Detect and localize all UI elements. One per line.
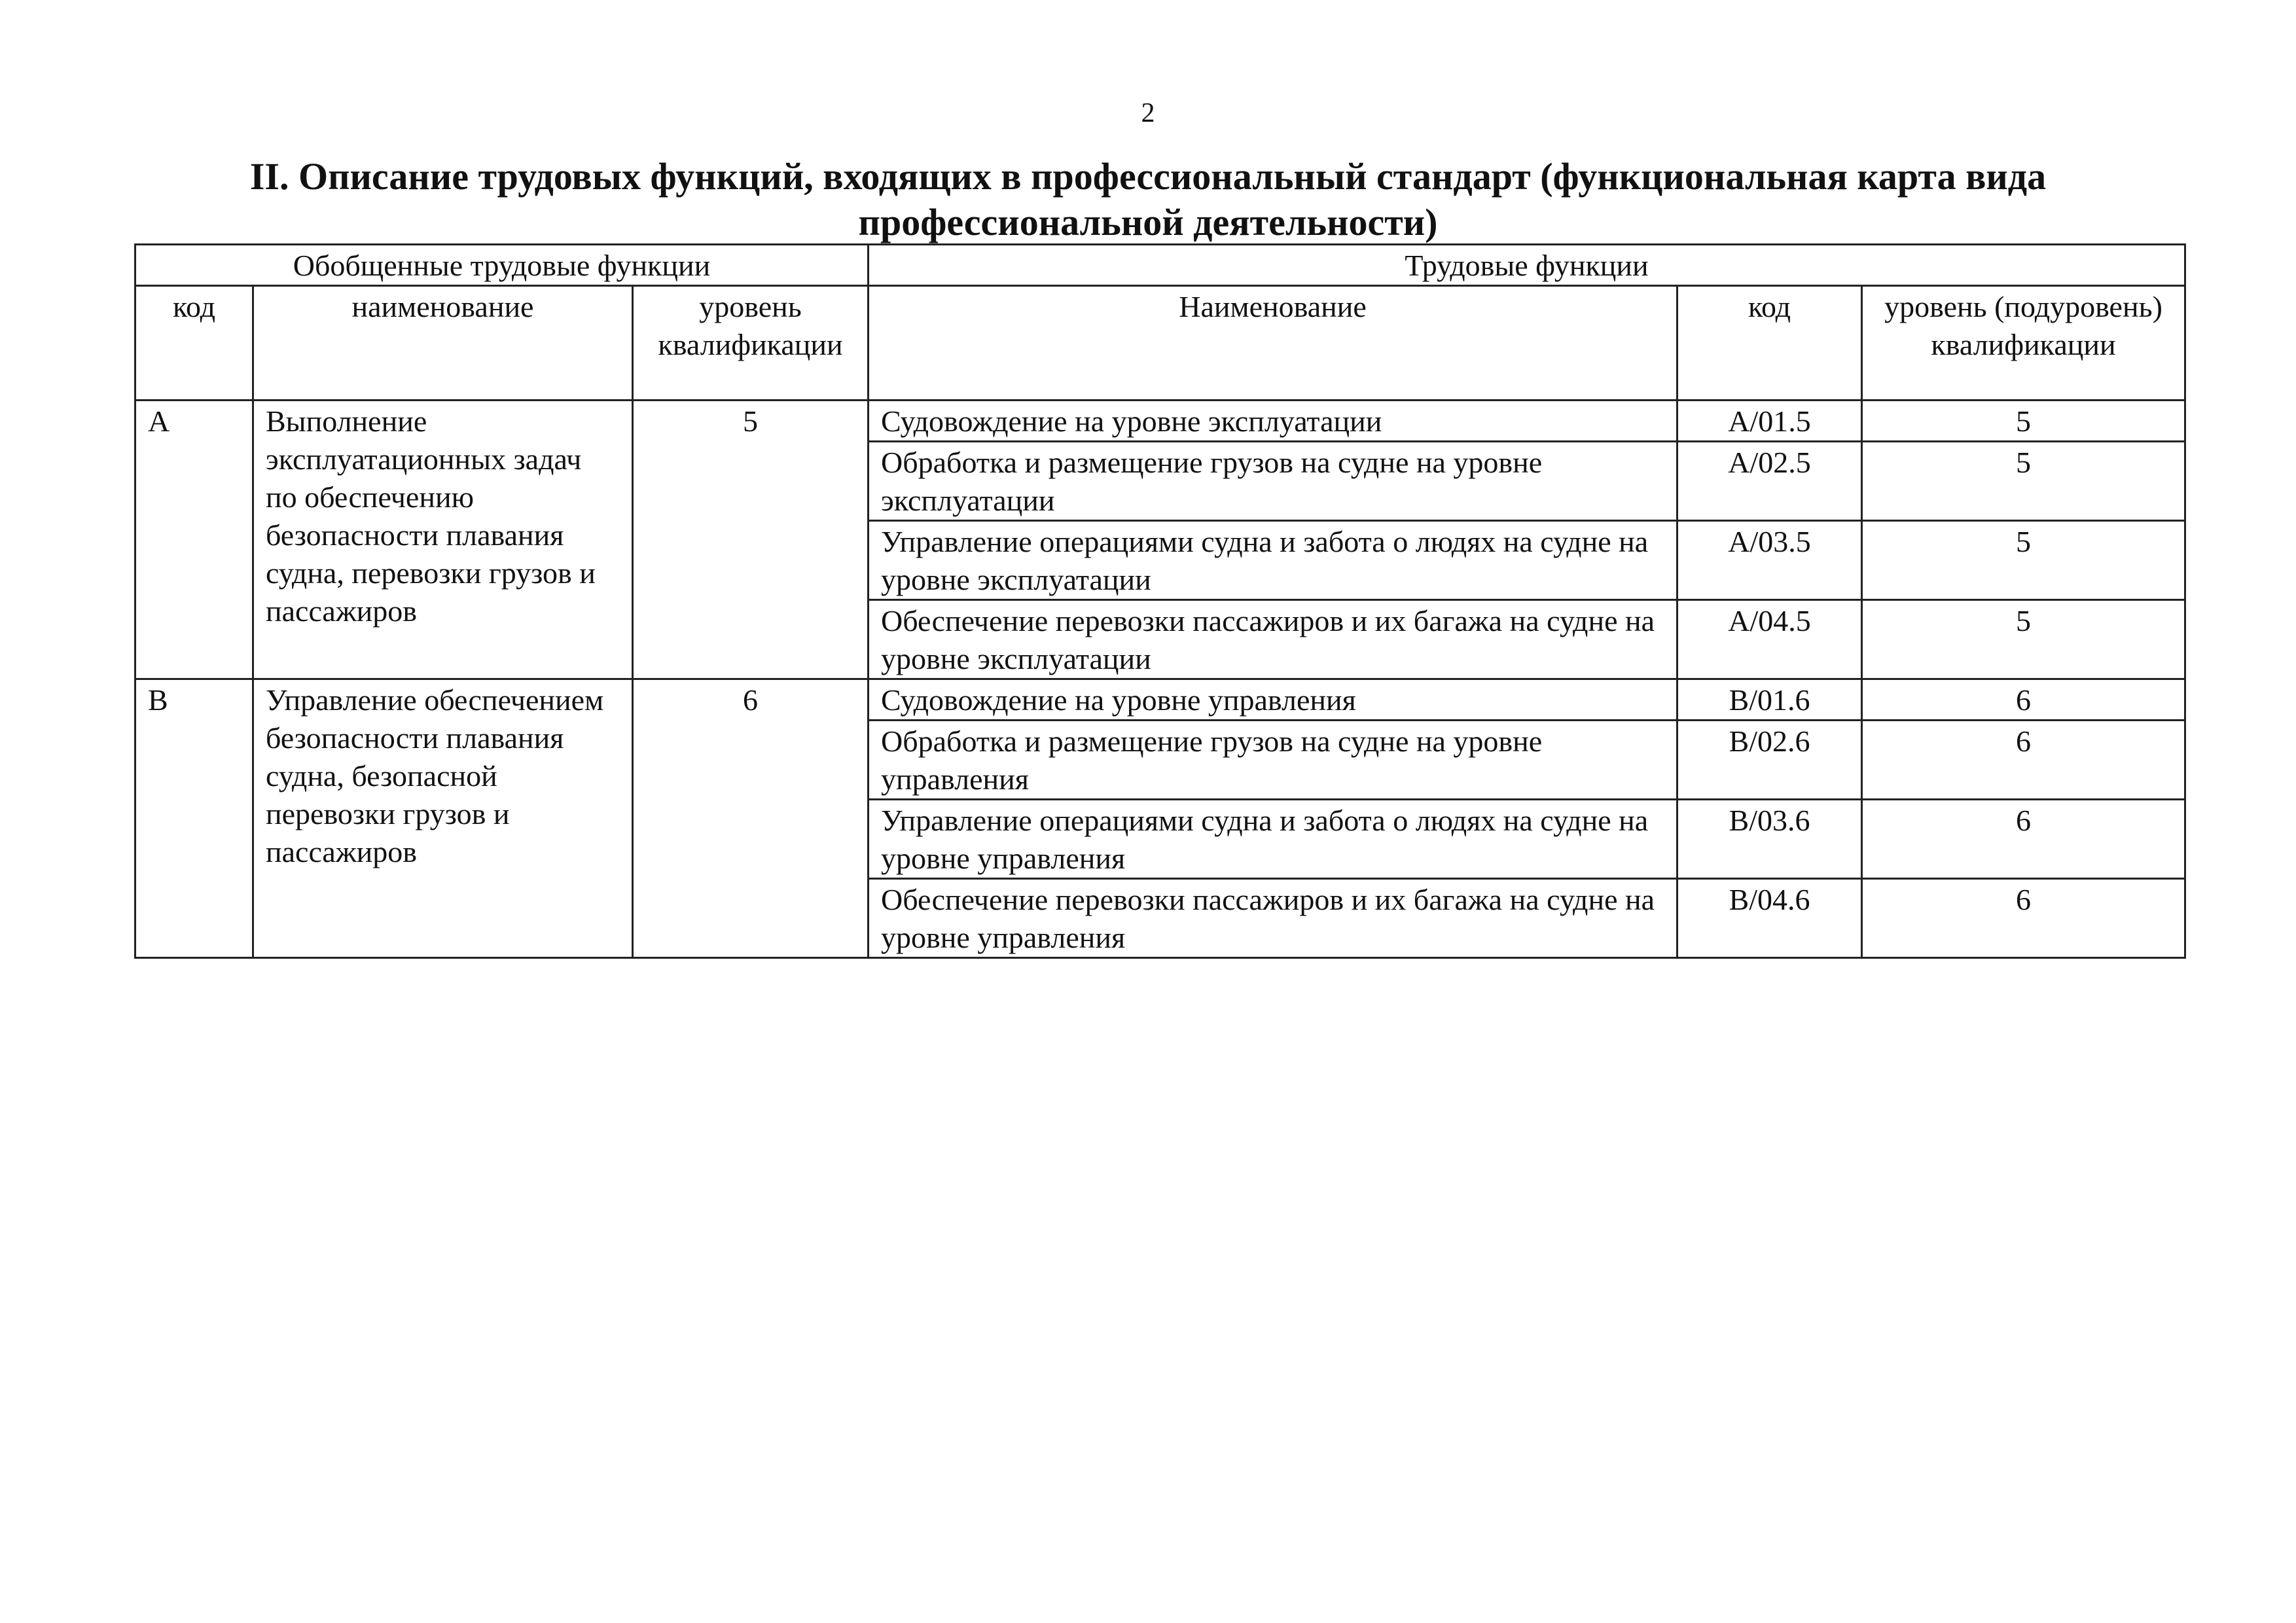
function-code-cell: A/04.5 [1677,600,1862,679]
column-header-func-level: уровень (подуровень) квалификации [1862,286,2185,401]
functional-map-table [134,243,2186,959]
group-code-cell: B [135,679,253,958]
group-level-cell: 6 [633,679,869,958]
function-name-cell: Судовождение на уровне эксплуатации [869,401,1677,442]
function-name-cell: Обработка и размещение грузов на судне на уровне управления [869,721,1677,800]
column-header-gen-code: код [135,286,253,401]
function-level-cell: 5 [1862,600,2185,679]
function-level-cell: 6 [1862,879,2185,958]
group-name-cell: Управление обеспечением безопасности плавания судна, безопасной перевозки грузов и пассажиров [253,679,633,958]
table-row [135,679,2185,721]
function-name-cell: Управление операциями судна и забота о людях на судне на уровне эксплуатации [869,521,1677,600]
table-row [135,401,2185,442]
function-code-cell: B/02.6 [1677,721,1862,800]
header-labor-functions: Трудовые функции [869,245,2185,286]
function-name-cell: Обеспечение перевозки пассажиров и их багажа на судне на уровне управления [869,879,1677,958]
group-code-cell: A [135,401,253,679]
header-generalized-functions: Обобщенные трудовые функции [135,245,869,286]
function-name-cell: Судовождение на уровне управления [869,679,1677,721]
function-code-cell: B/04.6 [1677,879,1862,958]
function-code-cell: B/03.6 [1677,800,1862,879]
column-header-gen-level: уровень квалификации [633,286,869,401]
function-code-cell: A/02.5 [1677,442,1862,521]
column-header-func-name: Наименование [869,286,1677,401]
function-code-cell: A/01.5 [1677,401,1862,442]
function-level-cell: 5 [1862,401,2185,442]
function-level-cell: 6 [1862,721,2185,800]
function-level-cell: 6 [1862,800,2185,879]
function-level-cell: 6 [1862,679,2185,721]
function-code-cell: A/03.5 [1677,521,1862,600]
function-name-cell: Обеспечение перевозки пассажиров и их багажа на судне на уровне эксплуатации [869,600,1677,679]
function-name-cell: Управление операциями судна и забота о людях на судне на уровне управления [869,800,1677,879]
function-code-cell: B/01.6 [1677,679,1862,721]
function-name-cell: Обработка и размещение грузов на судне на уровне эксплуатации [869,442,1677,521]
page-title: II. Описание трудовых функций, входящих в профессиональный стандарт (функциональная карта вида профессиональной деятельности) [249,155,2047,243]
function-level-cell: 5 [1862,521,2185,600]
function-level-cell: 5 [1862,442,2185,521]
column-header-func-code: код [1677,286,1862,401]
page-number: 2 [1141,98,1155,128]
group-level-cell: 5 [633,401,869,679]
group-name-cell: Выполнение эксплуатационных задач по обеспечению безопасности плавания судна, перевозки грузов и пассажиров [253,401,633,679]
column-header-gen-name: наименование [253,286,633,401]
